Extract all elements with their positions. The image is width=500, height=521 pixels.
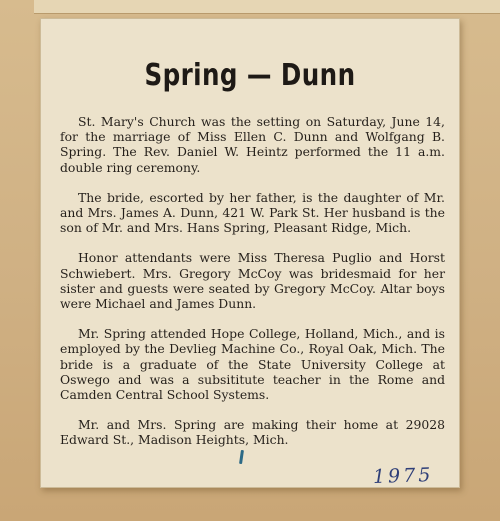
newspaper-clipping [40, 18, 460, 488]
paragraph-ceremony: St. Mary's Church was the setting on Saturday, June 14, for the marriage of Miss Ellen C. Dunn and Wolfgang B. Spring. The Rev. Daniel W. Heintz performed the 11 a.m. double ring ceremony. [60, 114, 445, 175]
headline: Spring — Dunn [144, 58, 356, 93]
paragraph-residence: Mr. and Mrs. Spring are making their home at 29028 Edward St., Madison Heights, Mich. [60, 417, 445, 448]
article-body [60, 114, 445, 463]
paragraph-families: The bride, escorted by her father, is the daughter of Mr. and Mrs. James A. Dunn, 421 W. Park St. Her husband is the son of Mr. and Mrs. Hans Spring, Pleasant Ridge, Mich. [60, 189, 445, 236]
album-top-strip [34, 0, 500, 14]
paragraph-education: Mr. Spring attended Hope College, Holland, Mich., and is employed by the Devlieg Machine Co., Royal Oak, Mich. The bride is a graduate of the State University College at Oswego and was a subsititute teacher in the Rome and Camden Central School Systems. [60, 326, 445, 403]
paragraph-attendants: Honor attendants were Miss Theresa Puglio and Horst Schwiebert. Mrs. Gregory McCoy was bridesmaid for her sister and guests were seated by Gregory McCoy. Altar boys were Michael and James Dunn. [60, 250, 445, 312]
handwritten-year: 1975 [372, 463, 434, 489]
